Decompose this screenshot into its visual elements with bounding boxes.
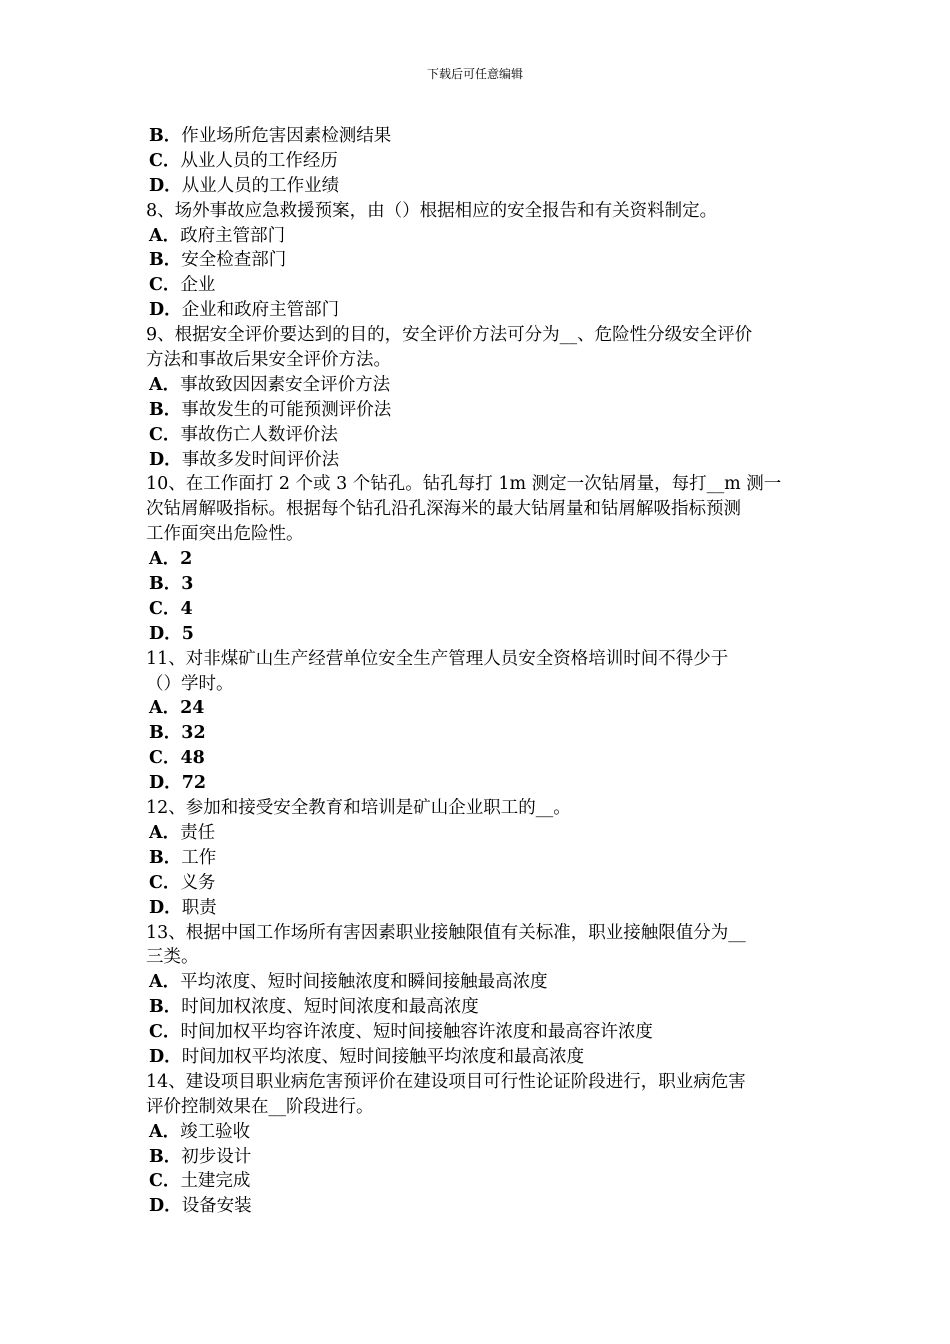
option-a: A．政府主管部门 — [149, 225, 286, 246]
question-text: 10、在工作面打 2 个或 3 个钻孔。钻孔每打 1m 测定一次钻屑量，每打__m 测一 — [146, 474, 782, 495]
question-text: 14、建设项目职业病危害预评价在建设项目可行性论证阶段进行，职业病危害 — [146, 1071, 746, 1092]
question-10 — [146, 472, 812, 646]
question-text: 评价控制效果在__阶段进行。 — [146, 1096, 374, 1117]
question-text: 三类。 — [146, 947, 199, 968]
option-d: D．5 — [149, 623, 194, 644]
option-b: B．时间加权浓度、短时间浓度和最高浓度 — [149, 997, 479, 1018]
option-a: A．责任 — [149, 822, 216, 843]
question-13 — [146, 921, 812, 1070]
option-c: C．事故伤亡人数评价法 — [149, 424, 338, 445]
question-text: 方法和事故后果安全评价方法。 — [146, 350, 391, 371]
document-body — [146, 124, 812, 1219]
question-9 — [146, 323, 812, 472]
option-c: C．从业人员的工作经历 — [149, 150, 338, 171]
option-a: A．事故致因因素安全评价方法 — [149, 374, 391, 395]
option-c: C．4 — [149, 598, 193, 619]
option-d: D．事故多发时间评价法 — [149, 449, 340, 470]
option-a: A．平均浓度、短时间接触浓度和瞬间接触最高浓度 — [149, 972, 548, 993]
question-text: 11、对非煤矿山生产经营单位安全生产管理人员安全资格培训时间不得少于 — [146, 648, 729, 669]
question-11 — [146, 647, 812, 796]
option-d: D．72 — [149, 773, 207, 794]
option-b: B．初步设计 — [149, 1146, 252, 1167]
option-d: D．时间加权平均浓度、短时间接触平均浓度和最高浓度 — [149, 1046, 585, 1067]
option-d: D．企业和政府主管部门 — [149, 300, 340, 321]
question-14 — [146, 1070, 812, 1219]
option-b: B．作业场所危害因素检测结果 — [149, 126, 392, 146]
question-12 — [146, 796, 812, 920]
question-text: 12、参加和接受安全教育和培训是矿山企业职工的__。 — [146, 798, 571, 819]
option-b: B．32 — [149, 723, 206, 744]
option-a: A．竣工验收 — [149, 1121, 251, 1142]
option-a: A．24 — [149, 698, 205, 719]
question-8 — [146, 199, 812, 323]
option-c: C．时间加权平均容许浓度、短时间接触容许浓度和最高容许浓度 — [149, 1022, 653, 1043]
option-c: C．48 — [149, 748, 205, 769]
option-a: A．2 — [149, 549, 193, 570]
option-b: B．3 — [149, 574, 194, 595]
question-text: 次钻屑解吸指标。根据每个钻孔沿孔深海米的最大钻屑量和钻屑解吸指标预测 — [146, 499, 741, 520]
option-d: D．从业人员的工作业绩 — [149, 175, 340, 196]
option-c: C．土建完成 — [149, 1171, 251, 1192]
option-c: C．企业 — [149, 275, 216, 296]
question-text: 9、根据安全评价要达到的目的，安全评价方法可分为__、危险性分级安全评价 — [146, 325, 753, 346]
leading-options — [146, 124, 812, 199]
question-text: 13、根据中国工作场所有害因素职业接触限值有关标准，职业接触限值分为__ — [146, 922, 746, 943]
question-text: 8、场外事故应急救援预案，由（）根据相应的安全报告和有关资料制定。 — [146, 200, 718, 221]
option-b: B．工作 — [149, 847, 217, 868]
page-header: 下载后可任意编辑 — [426, 67, 523, 81]
option-c: C．义务 — [149, 872, 216, 893]
option-b: B．事故发生的可能预测评价法 — [149, 399, 392, 420]
option-b: B．安全检查部门 — [149, 250, 287, 271]
option-d: D．设备安装 — [149, 1196, 252, 1217]
question-text: （）学时。 — [146, 673, 234, 694]
question-text: 工作面突出危险性。 — [146, 524, 304, 545]
option-d: D．职责 — [149, 897, 217, 918]
